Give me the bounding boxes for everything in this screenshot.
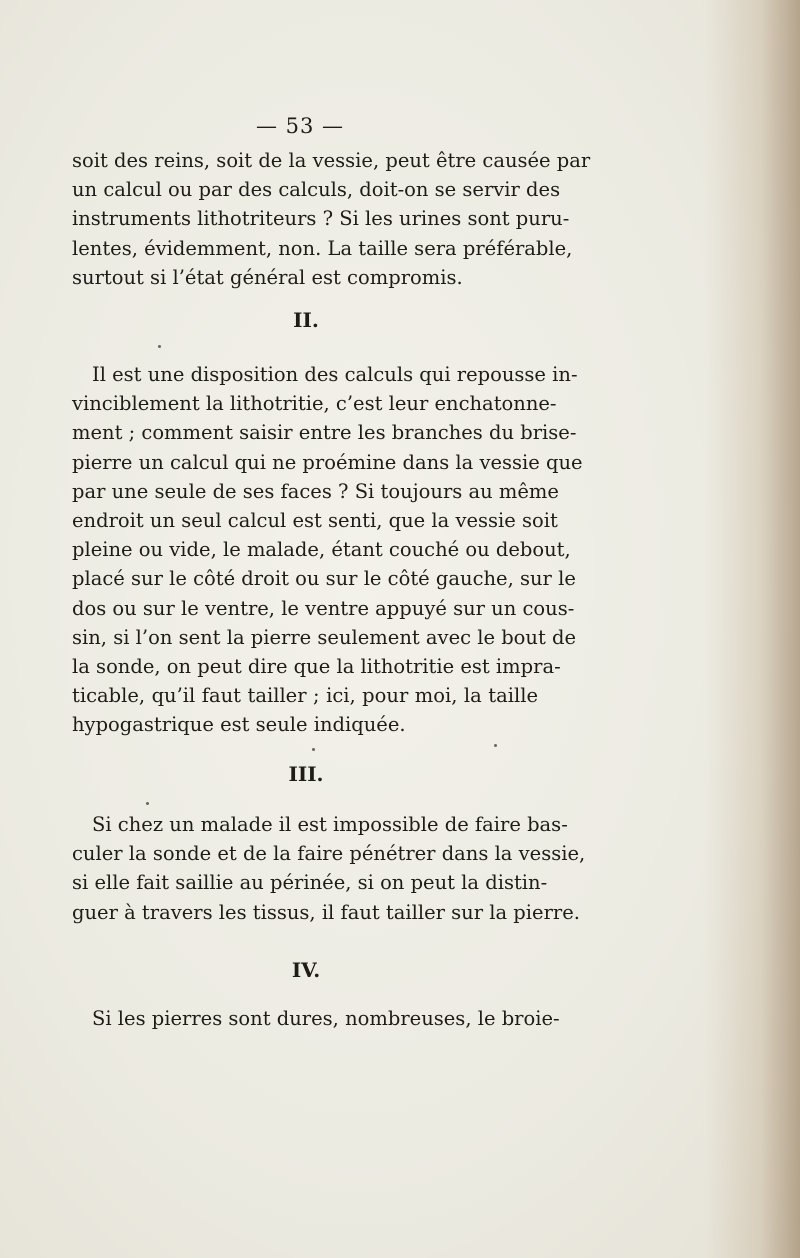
text-line: ticable, qu’il faut tailler ; ici, pour moi, la taille bbox=[72, 684, 538, 708]
text-line: pierre un calcul qui ne proémine dans la vessie que bbox=[72, 450, 583, 474]
text-line: sin, si l’on sent la pierre seulement avec le bout de bbox=[72, 625, 577, 649]
text-line: soit des reins, soit de la vessie, peut être causée par bbox=[72, 149, 591, 172]
text-line: culer la sonde et de la faire pénétrer dans la vessie, bbox=[72, 842, 586, 866]
paper-speck bbox=[312, 748, 315, 751]
page-number: — 53 — bbox=[255, 114, 345, 138]
text-line: endroit un seul calcul est senti, que la vessie soit bbox=[72, 509, 558, 533]
text-line: ment ; comment saisir entre les branches du brise- bbox=[72, 421, 577, 445]
section-heading-iv: IV. bbox=[291, 958, 321, 982]
text-line: Il est une disposition des calculs qui repousse in- bbox=[92, 363, 578, 386]
text-line: hypogastrique est seule indiquée. bbox=[72, 713, 406, 737]
section-ii-paragraph bbox=[72, 360, 583, 740]
section-heading-ii: II. bbox=[293, 308, 319, 332]
text-line: par une seule de ses faces ? Si toujours au même bbox=[72, 479, 559, 503]
text-line: lentes, évidemment, non. La taille sera préférable, bbox=[72, 236, 573, 260]
intro-paragraph bbox=[72, 146, 591, 292]
text-line: instruments lithotriteurs ? Si les urines sont puru- bbox=[72, 207, 570, 231]
section-heading-iii: III. bbox=[288, 762, 324, 786]
paper-speck bbox=[158, 345, 161, 348]
text-line: un calcul ou par des calculs, doit-on se servir des bbox=[72, 178, 561, 202]
text-line: pleine ou vide, le malade, étant couché ou debout, bbox=[72, 538, 571, 562]
paper-speck bbox=[146, 802, 149, 805]
text-line: Si chez un malade il est impossible de faire bas- bbox=[92, 813, 568, 836]
text-line: si elle fait saillie au périnée, si on peut la distin- bbox=[72, 871, 548, 895]
text-line: surtout si l’état général est compromis. bbox=[72, 265, 463, 289]
text-line: Si les pierres sont dures, nombreuses, le broie- bbox=[92, 1007, 560, 1030]
text-line: dos ou sur le ventre, le ventre appuyé sur un cous- bbox=[72, 596, 575, 620]
section-iv-paragraph bbox=[72, 1004, 560, 1033]
text-line: guer à travers les tissus, il faut tailler sur la pierre. bbox=[72, 900, 580, 924]
text-line: placé sur le côté droit ou sur le côté gauche, sur le bbox=[72, 567, 576, 591]
section-iii-paragraph bbox=[72, 810, 586, 927]
text-line: vinciblement la lithotritie, c’est leur enchatonne- bbox=[72, 392, 557, 416]
paper-speck bbox=[494, 744, 497, 747]
text-line: la sonde, on peut dire que la lithotritie est impra- bbox=[72, 655, 561, 679]
